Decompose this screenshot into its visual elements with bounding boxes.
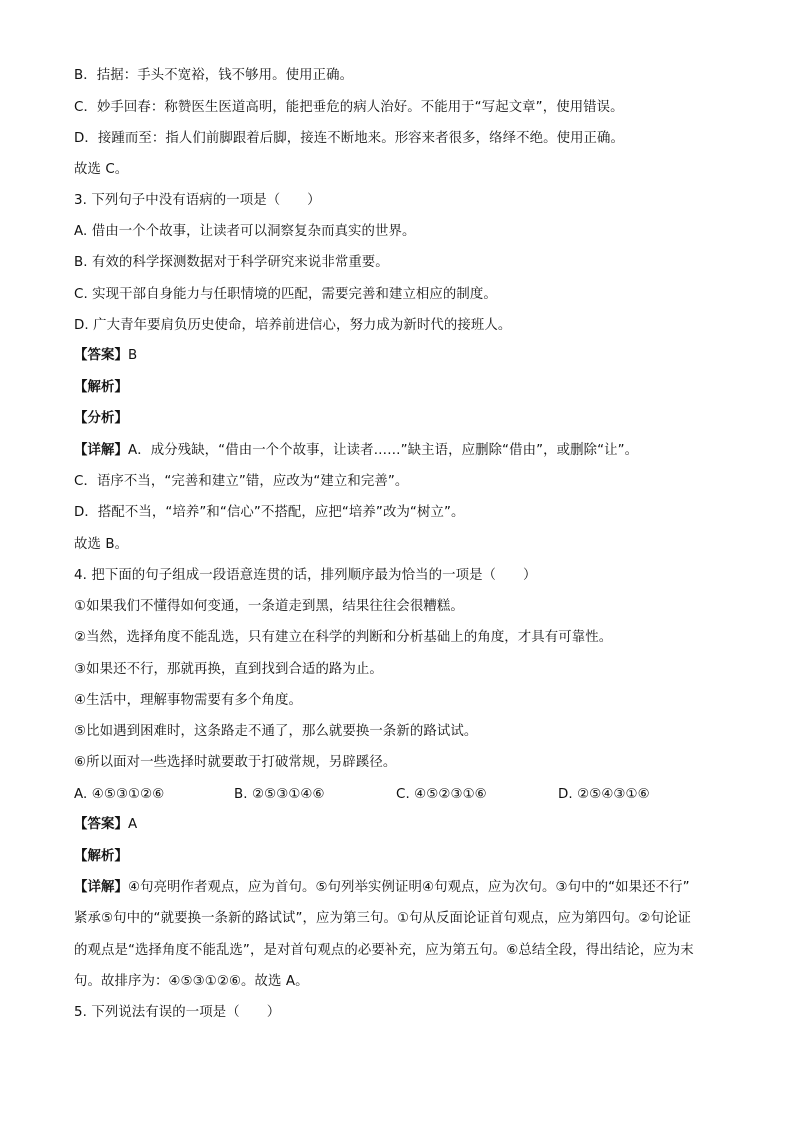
answer-selection: 故选 C。 xyxy=(74,162,129,177)
question-4-detail-line-1 xyxy=(74,878,728,898)
question-3-option-c: C. 实现干部自身能力与任职情境的匹配，需要完善和建立相应的制度。 xyxy=(74,287,497,302)
question-3-detail-c: C．语序不当，“完善和建立”错，应改为“建立和完善”。 xyxy=(74,474,409,489)
question-5-stem: 5. 下列说法有误的一项是（ ） xyxy=(74,1005,281,1020)
sentence-1: ①如果我们不懂得如何变通，一条道走到黑，结果往往会很糟糕。 xyxy=(74,599,464,614)
question-4-options xyxy=(74,785,728,805)
answer-value: A xyxy=(127,817,138,832)
answer-label: 【答案】 xyxy=(74,817,128,832)
question-3-detail-a xyxy=(74,441,728,461)
answer-label: 【答案】 xyxy=(74,348,128,363)
question-4-answer xyxy=(74,815,728,835)
question-4-stem: 4. 把下面的句子组成一段语意连贯的话，排列顺序最为恰当的一项是（ ） xyxy=(74,568,537,583)
question-4-option-d: D. ②⑤④③①⑥ xyxy=(558,787,650,802)
sentence-3: ③如果还不行，那就再换，直到找到合适的路为止。 xyxy=(74,662,383,677)
question-4-option-b: B. ②⑤③①④⑥ xyxy=(234,787,325,802)
option-b-explanation: B．拮据：手头不宽裕，钱不够用。使用正确。 xyxy=(74,68,354,83)
sentence-2: ②当然，选择角度不能乱选，只有建立在科学的判断和分析基础上的角度，才具有可靠性。 xyxy=(74,630,613,645)
breakdown-label: 【分析】 xyxy=(74,411,128,426)
question-4-detail-line-2: 紧承⑤句中的“就要换一条新的路试试”，应为第三句。①句从反面论证首句观点，应为第四句。②句论证 xyxy=(74,911,691,926)
question-4-option-c: C. ④⑤②③①⑥ xyxy=(396,787,487,802)
analysis-label: 【解析】 xyxy=(74,380,128,395)
detail-label: 【详解】 xyxy=(74,880,128,895)
sentence-4: ④生活中，理解事物需要有多个角度。 xyxy=(74,693,302,708)
sentence-5: ⑤比如遇到困难时，这条路走不通了，那么就要换一条新的路试试。 xyxy=(74,724,478,739)
detail-label: 【详解】 xyxy=(74,443,128,458)
question-4-detail-line-4: 句。故排序为：④⑤③①②⑥。故选 A。 xyxy=(74,974,309,989)
sentence-6: ⑥所以面对一些选择时就要敢于打破常规，另辟蹊径。 xyxy=(74,755,397,770)
question-3-detail-d: D．搭配不当，“培养”和“信心”不搭配，应把“培养”改为“树立”。 xyxy=(74,505,465,520)
question-4-option-a: A. ④⑤③①②⑥ xyxy=(74,787,165,802)
question-3-option-b: B. 有效的科学探测数据对于科学研究来说非常重要。 xyxy=(74,255,389,270)
option-c-explanation: C．妙手回春：称赞医生医道高明，能把垂危的病人治好。不能用于“写起文章”，使用错误。 xyxy=(74,100,624,115)
detail-text: A．成分残缺，“借由一个个故事，让读者……”缺主语，应删除“借由”，或删除“让”。 xyxy=(127,443,639,458)
answer-value: B xyxy=(127,348,138,363)
analysis-label: 【解析】 xyxy=(74,849,128,864)
question-4-detail-line-3: 的观点是“选择角度不能乱选”，是对首句观点的必要补充，应为第五句。⑥总结全段，得出结论，应为末 xyxy=(74,943,694,958)
question-3-stem: 3. 下列句子中没有语病的一项是（ ） xyxy=(74,193,321,208)
option-d-explanation: D．接踵而至：指人们前脚跟着后脚，接连不断地来。形容来者很多，络绎不绝。使用正确。 xyxy=(74,131,625,146)
question-3-selection: 故选 B。 xyxy=(74,537,129,552)
question-3-answer xyxy=(74,346,728,366)
question-3-option-a: A. 借由一个个故事，让读者可以洞察复杂而真实的世界。 xyxy=(74,224,416,239)
question-3-option-d: D. 广大青年要肩负历史使命，培养前进信心，努力成为新时代的接班人。 xyxy=(74,318,512,333)
detail-text: ④句亮明作者观点，应为首句。⑤句列举实例证明④句观点，应为次句。③句中的“如果还不行” xyxy=(127,880,690,895)
